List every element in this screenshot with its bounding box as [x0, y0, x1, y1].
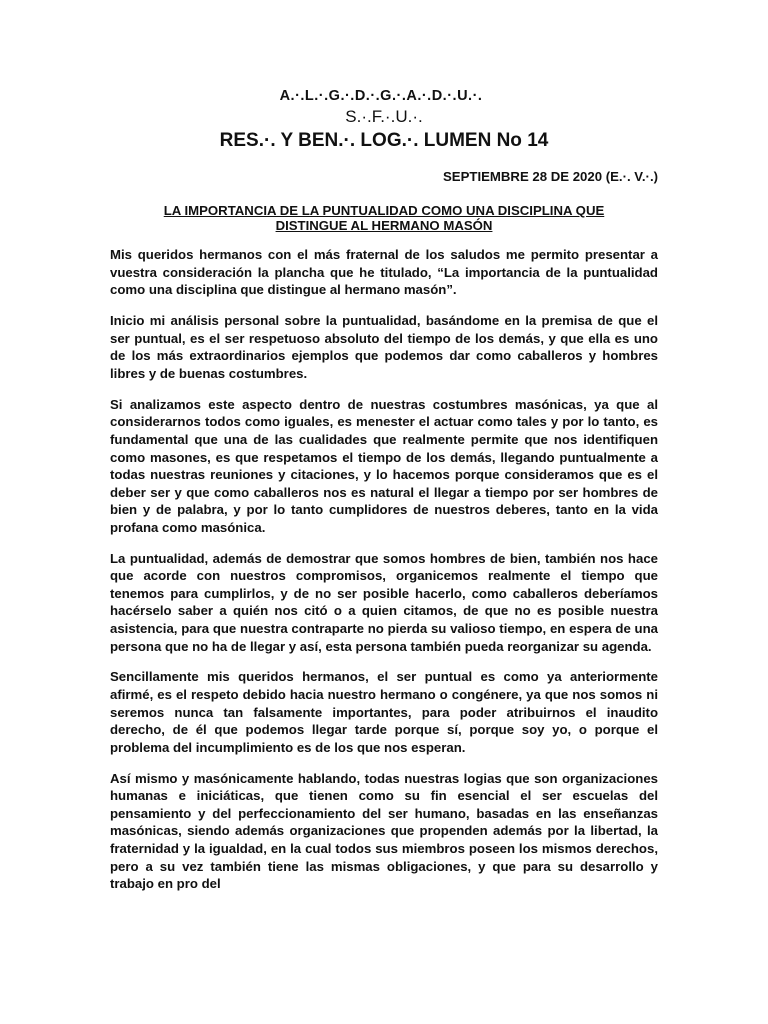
lodge-name-heading: RES.·. Y BEN.·. LOG.·. LUMEN No 14 [219, 130, 549, 151]
header-line-1: A.·.L.·.G.·.D.·.G.·.A.·.D.·.U.·. [279, 88, 483, 104]
paragraph-1: Mis queridos hermanos con el más fraternal de los saludos me permito presentar a vuestra consideración la plancha que he titulado, “La importancia de la puntualidad como una disciplina que distingue al hermano masón”. [110, 247, 658, 298]
paragraph-4: La puntualidad, además de demostrar que somos hombres de bien, también nos hace que acorde con nuestros compromisos, organicemos realmente el tiempo que tenemos para cumplirlos, y de no ser posible hacerlo, como caballeros deberíamos hacérselo saber a quién nos citó o a quien citamos, de que no es posible nuestra asistencia, para que nuestra contraparte no pierda su valioso tiempo, en espera de una persona que no ha de llegar y así, esta persona también pueda reorganizar su agenda. [110, 550, 658, 654]
document-date: SEPTIEMBRE 28 DE 2020 (E.·. V.·.) [443, 169, 658, 184]
title-line-1: LA IMPORTANCIA DE LA PUNTUALIDAD COMO UNA DISCIPLINA QUE [163, 203, 605, 218]
document-title [110, 204, 658, 233]
title-line-2: DISTINGUE AL HERMANO MASÓN [275, 217, 493, 233]
header-line-2: S.·.F.·.U.·. [345, 107, 423, 126]
paragraph-3: Si analizamos este aspecto dentro de nuestras costumbres masónicas, ya que al considerarnos todos como iguales, es menester el actuar como tales y por lo tanto, es fundamental que una de las cualidades que realmente permite que nos identifiquen como masones, es que respetamos el tiempo de los demás, llegando puntualmente a todas nuestras reuniones y citaciones, y lo hacemos porque consideramos que es el deber ser y que como caballeros nos es natural el llegar a tiempo por ser hombres de bien y de palabra, y por lo tanto cumplidores de nuestros deberes, tanto en la vida profana como masónica. [110, 396, 658, 535]
paragraph-2: Inicio mi análisis personal sobre la puntualidad, basándome en la premisa de que el ser puntual, es el ser respetuoso absoluto del tiempo de los demás, y que ella es uno de los más extraordinarios ejemplos que podemos dar como caballeros y hombres libres y de buenas costumbres. [110, 313, 658, 381]
paragraph-6: Así mismo y masónicamente hablando, todas nuestras logias que son organizaciones humanas e iniciáticas, que tienen como su fin esencial el ser escuelas del pensamiento y del perfeccionamiento del ser humano, basadas en las enseñanzas masónicas, siendo además organizaciones que propenden además por la libertad, la fraternidad y la igualdad, en la cual todos sus miembros poseen los mismos derechos, pero a su vez también tiene las mismas obligaciones, y que para su desarrollo y trabajo en pro del [110, 770, 658, 892]
document-page [110, 86, 658, 906]
paragraph-5: Sencillamente mis queridos hermanos, el ser puntual es como ya anteriormente afirmé, es el respeto debido hacia nuestro hermano o congénere, ya que nos somos ni seremos nunca tan falsamente importantes, para poder atribuirnos el inaudito derecho, de él que podemos llegar tarde porque sí, porque soy yo, o porque el problema del incumplimiento es de los que nos esperan. [110, 669, 658, 755]
